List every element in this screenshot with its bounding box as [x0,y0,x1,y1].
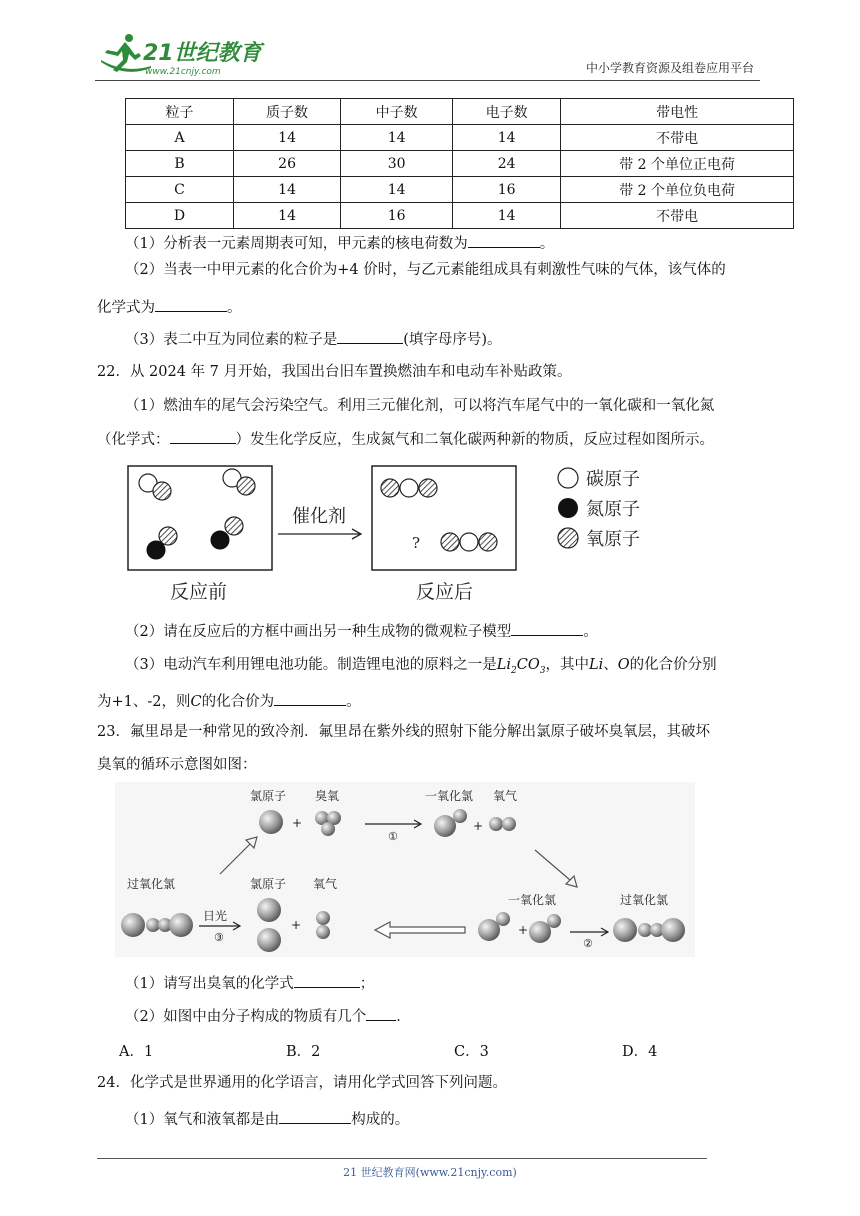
label-chlorine-atom-top: 氯原子 [250,789,287,803]
symbol-c: C [190,694,202,710]
footer-text: 21 世纪教育网(www.21cnjy.com) [343,1166,517,1179]
site-logo [95,30,265,78]
q23-part1-end: ； [359,976,375,992]
label-oxygen-top: 氧气 [493,789,518,803]
option-b[interactable]: B．2 [286,1044,321,1060]
nitrogen-legend-icon [558,498,578,518]
question-mark: ? [412,534,421,552]
table-cell: C [126,177,234,203]
answer-blank[interactable] [468,232,540,248]
table-cell: 14 [453,203,561,229]
co2-molecule [381,479,437,497]
formula-li2co3: $Li_2CO_3$ [496,657,546,676]
table-header: 粒子 [126,99,234,125]
table-header: 带电性 [561,99,794,125]
answer-blank[interactable] [366,1005,396,1021]
legend-carbon: 碳原子 [586,469,640,490]
table-header: 电子数 [453,99,561,125]
header-platform-text: 中小学教育资源及组卷应用平台 [585,61,754,75]
q24-part1-text: （1）氧气和液氧都是由 [125,1112,280,1128]
table-cell: 不带电 [561,203,794,229]
q21-part1-text: （1）分析表一元素周期表可知，甲元素的核电荷数为 [125,236,468,252]
q23-part1-text: （1）请写出臭氧的化学式 [125,976,294,992]
table-row [126,125,794,151]
table-cell: 14 [234,177,341,203]
before-label: 反应前 [170,581,228,603]
q22-part1-line1: （1）燃油车的尾气会污染空气。利用三元催化剂，可以将汽车尾气中的一氧化碳和一氧化氮 [125,398,715,414]
logo-url: www.21cnjy.com [145,67,221,77]
symbol-li: Li [588,657,604,673]
svg-text:+: + [518,923,529,937]
table-cell: 带 2 个单位负电荷 [561,177,794,203]
option-c[interactable]: C．3 [454,1044,489,1060]
table-row [126,203,794,229]
label-oxygen-bottom: 氧气 [313,877,338,891]
q22-part1-line2 [97,428,714,450]
catalyst-label: 催化剂 [292,506,346,527]
q22-part2 [125,620,598,642]
q21-part1 [125,232,554,254]
table-header: 质子数 [234,99,341,125]
table-cell: 14 [453,125,561,151]
q22-part3-text: （3）电动汽车利用锂电池功能。制造锂电池的原料之一是 [125,657,497,673]
table-cell: A [126,125,234,151]
table-cell: 16 [453,177,561,203]
q21-part1-end: 。 [539,236,555,252]
q21-part3 [125,328,502,350]
label-ozone: 臭氧 [315,789,340,803]
q23-stem-line2: 臭氧的循环示意图如图： [97,757,257,773]
catalytic-reaction-figure [120,458,680,608]
after-label: 反应后 [416,581,474,603]
symbol-o: O [617,657,630,673]
chlorine-atom [259,810,283,834]
table-cell: 24 [453,151,561,177]
co2-molecule [441,533,497,551]
label-chlorine-atom-bottom: 氯原子 [250,877,287,891]
table-header-row [126,99,794,125]
q24-part1-end: 构成的。 [351,1112,410,1128]
answer-blank[interactable] [170,428,236,444]
q22-part3-line2: 为+1、-2，则C的化合价为 。 [97,690,361,712]
q21-part3-text: （3）表二中互为同位素的粒子是 [125,332,338,348]
q23-part2 [125,1005,411,1027]
svg-text:+: + [292,816,303,830]
carbon-legend-icon [558,468,578,488]
oxygen-legend-icon [558,528,578,548]
table-row [126,177,794,203]
answer-blank[interactable] [279,1108,351,1124]
table-header: 中子数 [341,99,453,125]
q21-part2-line1: （2）当表一中甲元素的化合价为+4 价时，与乙元素能组成具有刺激性气味的气体，该气体的 [125,262,726,278]
page-header [95,30,760,81]
svg-text:+: + [291,918,302,932]
table-cell: 带 2 个单位正电荷 [561,151,794,177]
option-a[interactable]: A．1 [119,1044,154,1060]
q22-stem: 22．从 2024 年 7 月开始，我国出台旧车置换燃油车和电动车补贴政策。 [97,364,572,380]
answer-blank[interactable] [274,690,346,706]
svg-text:+: + [473,819,484,833]
q24-part1 [125,1108,409,1130]
chlorine-atom [257,928,281,952]
legend-oxygen: 氧原子 [586,529,640,550]
table-cell: 30 [341,151,453,177]
q22-part1-end: ）发生化学反应，生成氮气和二氧化碳两种新的物质，反应过程如图所示。 [235,432,714,448]
label-clo-top: 一氧化氯 [425,789,474,803]
q23-part1 [125,972,374,994]
q23-part2-text: （2）如图中由分子构成的物质有几个 [125,1009,367,1025]
q22-part3-line1: （3）电动汽车利用锂电池功能。制造锂电池的原料之一是$Li_2CO_3$，其中Li、O的化合价分别 [125,657,717,676]
answer-blank[interactable] [155,296,227,312]
table-cell: 不带电 [561,125,794,151]
step1-label: ① [388,830,398,843]
answer-blank[interactable] [337,328,403,344]
q22-part2-text: （2）请在反应后的方框中画出另一种生成物的微观粒子模型 [125,624,512,640]
ozone-cycle-figure [115,782,695,957]
table-cell: 14 [341,125,453,151]
q21-part2-text: 化学式为 [97,300,155,316]
q24-stem: 24．化学式是世界通用的化学语言，请用化学式回答下列问题。 [97,1075,507,1091]
table-cell: 14 [234,203,341,229]
table-cell: D [126,203,234,229]
answer-blank[interactable] [294,972,360,988]
q23-stem-line1: 23．氟里昂是一种常见的致冷剂．氟里昂在紫外线的照射下能分解出氯原子破坏臭氧层，其破坏 [97,724,710,740]
q21-part2-line2 [97,296,242,318]
legend-nitrogen: 氮原子 [586,499,640,520]
q21-part2-end: 。 [227,300,242,316]
q22-part2-end: 。 [583,624,598,640]
label-clo-bottom: 一氧化氯 [508,893,557,907]
table-cell: B [126,151,234,177]
logo-text: 21世纪教育 [143,41,262,66]
footer-divider [97,1158,707,1159]
table-cell: 26 [234,151,341,177]
q22-part1-text: （化学式： [97,432,170,448]
answer-blank[interactable] [511,620,583,636]
step3-label: ③ [214,931,224,944]
sunlight-label: 日光 [203,909,228,923]
label-peroxide-right: 过氧化氯 [620,893,669,907]
particle-table [125,98,794,229]
table-cell: 16 [341,203,453,229]
q23-part2-end: ． [396,1009,411,1025]
q21-part3-end: (填字母序号)。 [403,332,502,348]
chlorine-atom [257,898,281,922]
table-cell: 14 [234,125,341,151]
table-row [126,151,794,177]
table-cell: 14 [341,177,453,203]
option-d[interactable]: D．4 [622,1044,658,1060]
step2-label: ② [583,937,593,950]
label-peroxide-left: 过氧化氯 [127,877,176,891]
